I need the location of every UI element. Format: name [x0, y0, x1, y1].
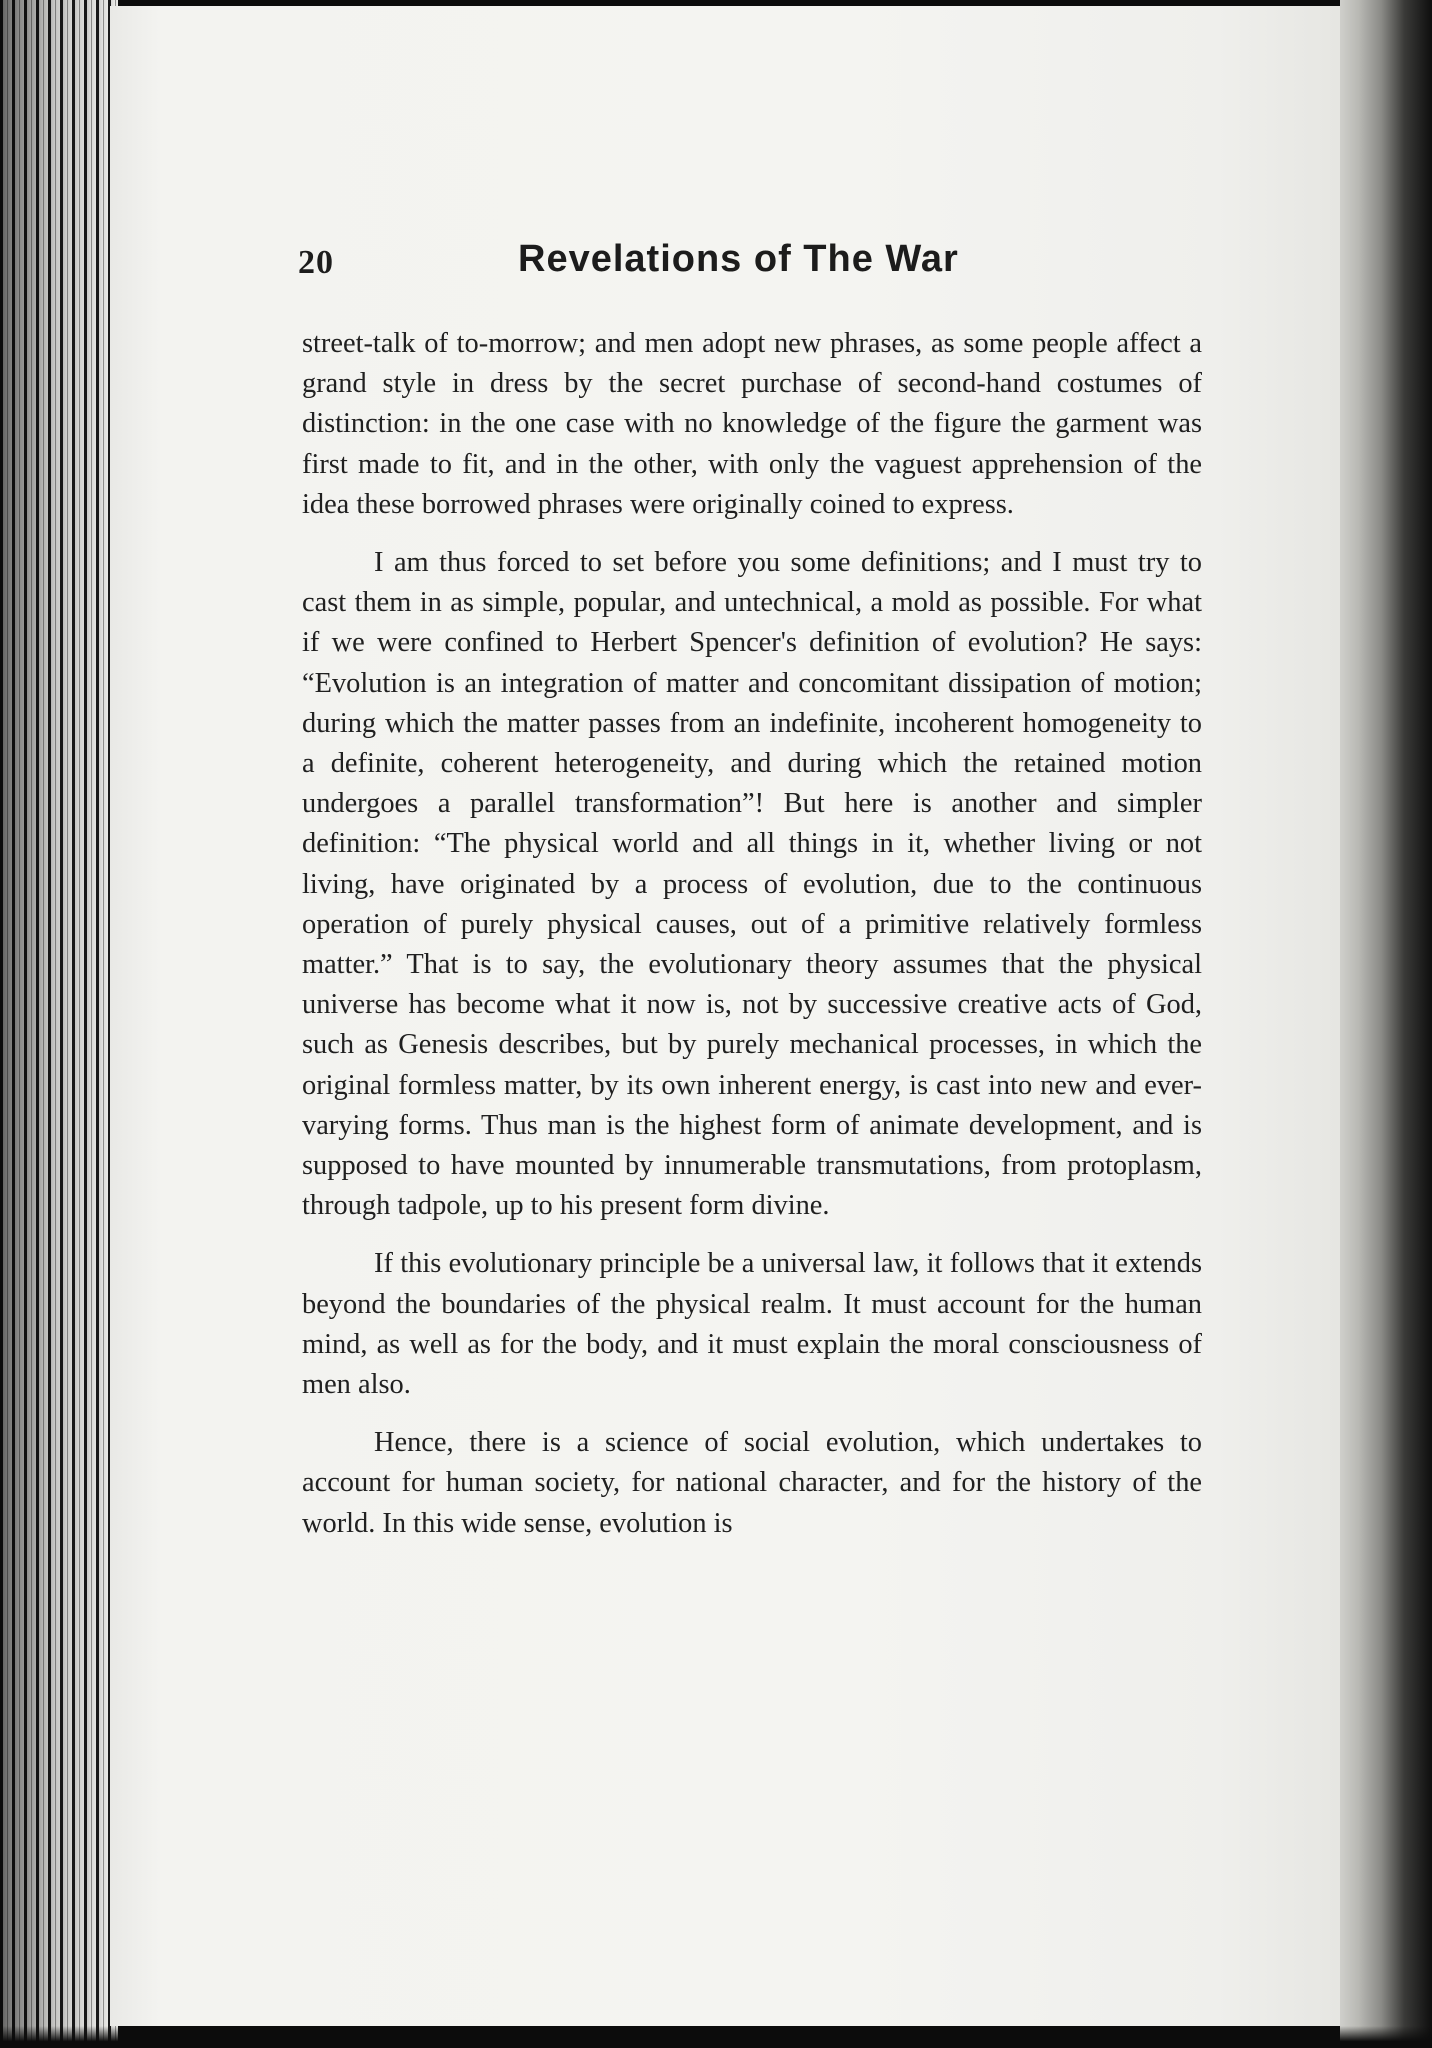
paragraph-definitions: I am thus forced to set before you some definitions; and I must try to cast them in as simple, popular, and untechnical, a mold as possible. For what if we were confined to Herbert Spencer's definition of evolution? He says: “Evolution is an integration of matter and concomitant dissipation of motion; during which the matter passes from an indefinite, incoherent homogeneity to a definite, coherent heterogeneity, and during which the retained motion undergoes a parallel transformation”! But here is another and simpler definition: “The physical world and all things in it, whether living or not living, have originated by a process of evolution, due to the continuous operation of purely physical causes, out of a primitive relatively formless matter.” That is to say, the evolutionary theory assumes that the physical universe has become what it now is, not by successive creative acts of God, such as Genesis describes, but by purely mechanical processes, in which the original formless matter, by its own inherent energy, is cast into new and ever-varying forms. Thus man is the highest form of animate development, and is supposed to have mounted by innumerable transmutations, from protoplasm, through tadpole, up to his present form divine. — [302, 547, 1202, 1222]
bottom-shadow — [0, 2026, 1432, 2048]
book-page-edges — [0, 0, 118, 2048]
paragraph-social-evolution: Hence, there is a science of social evolution, which undertakes to account for human society, for national character, and for the history of the world. In this wide sense, evolution is — [302, 1427, 1202, 1539]
paragraph-continuation: street-talk of to-morrow; and men adopt new phrases, as some people affect a grand style in dress by the secret purchase of second-hand costumes of distinction: in the one case with no knowledge of the figure the garment was first made to fit, and in the other, with only the vaguest apprehension of the idea these borrowed phrases were originally coined to express. — [302, 328, 1202, 520]
paragraph-universal-law: If this evolutionary principle be a universal law, it follows that it extends beyond the boundaries of the physical realm. It must account for the human mind, as well as for the body, and it must explain the moral consciousness of men also. — [302, 1248, 1202, 1401]
page-number: 20 — [298, 244, 334, 281]
body-text — [302, 324, 1202, 1562]
running-head-title: Revelations of The War — [518, 238, 959, 280]
book-gutter-shadow — [1340, 0, 1432, 2048]
page-header — [298, 238, 958, 298]
